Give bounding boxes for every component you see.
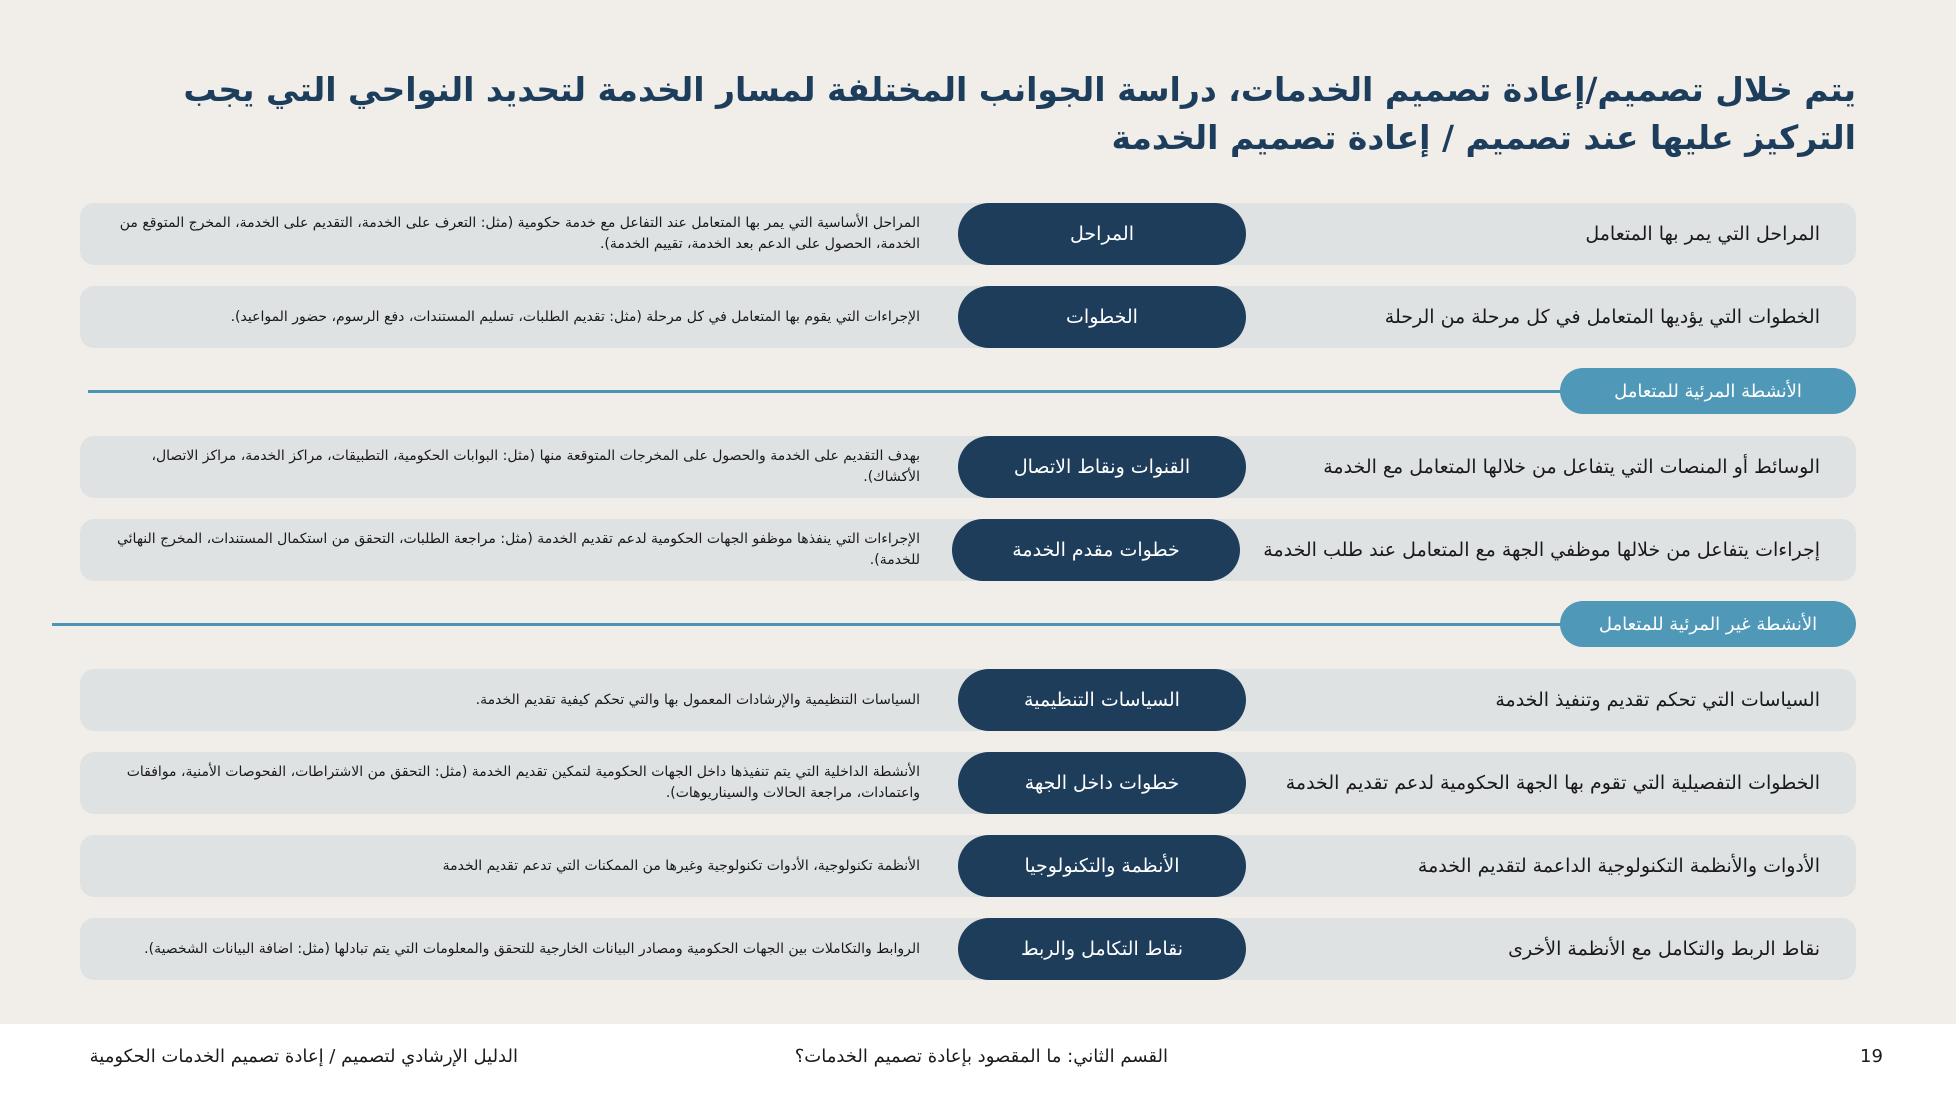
row-pill: نقاط التكامل والربط [958, 918, 1246, 980]
row-label: إجراءات يتفاعل من خلالها موظفي الجهة مع المتعامل عند طلب الخدمة [1263, 539, 1820, 561]
row-integration [80, 918, 1856, 980]
section-divider [52, 623, 1568, 626]
page-title: يتم خلال تصميم/إعادة تصميم الخدمات، دراسة الجوانب المختلفة لمسار الخدمة لتحديد النواحي التي يجب التركيز عليها عند تصميم / إعادة تصميم الخدمة [183, 70, 1856, 157]
row-label: الخطوات التفصيلية التي تقوم بها الجهة الحكومية لدعم تقديم الخدمة [1285, 772, 1820, 794]
row-policies [80, 669, 1856, 731]
row-label: المراحل التي يمر بها المتعامل [1585, 223, 1820, 245]
row-label: السياسات التي تحكم تقديم وتنفيذ الخدمة [1495, 689, 1820, 711]
row-systems [80, 835, 1856, 897]
page-number: 19 [1860, 1046, 1883, 1067]
section-divider [88, 390, 1568, 393]
row-description: الأنظمة تكنولوجية، الأدوات تكنولوجية وغيرها من الممكنات التي تدعم تقديم الخدمة [442, 857, 920, 874]
row-pill: السياسات التنظيمية [958, 669, 1246, 731]
row-label: الخطوات التي يؤديها المتعامل في كل مرحلة من الرحلة [1384, 306, 1820, 328]
row-pill: الأنظمة والتكنولوجيا [958, 835, 1246, 897]
row-pill: خطوات مقدم الخدمة [952, 519, 1240, 581]
row-description: الروابط والتكاملات بين الجهات الحكومية ومصادر البيانات الخارجية للتحقق والمعلومات التي يتم تبادلها (مثل: اضافة البيانات الشخصية). [144, 940, 920, 957]
row-description: الأنشطة الداخلية التي يتم تنفيذها داخل الجهات الحكومية لتمكين تقديم الخدمة (مثل: التحقق من الاشتراطات، الفحوصات الأمنية، موافقات واعتمادات، مراجعة الحالات والسيناريوهات). [126, 764, 920, 801]
row-internal-steps [80, 752, 1856, 814]
row-pill: خطوات داخل الجهة [958, 752, 1246, 814]
row-label: الوسائط أو المنصات التي يتفاعل من خلالها المتعامل مع الخدمة [1323, 456, 1820, 478]
section-pill-visible: الأنشطة المرئية للمتعامل [1560, 368, 1856, 414]
row-stages [80, 203, 1856, 265]
row-label: نقاط الربط والتكامل مع الأنظمة الأخرى [1508, 938, 1820, 960]
row-description: السياسات التنظيمية والإرشادات المعمول بها والتي تحكم كيفية تقديم الخدمة. [475, 691, 920, 708]
footer-section-title: القسم الثاني: ما المقصود بإعادة تصميم الخدمات؟ [794, 1046, 1168, 1067]
row-pill: القنوات ونقاط الاتصال [958, 436, 1246, 498]
row-steps [80, 286, 1856, 348]
row-description: الإجراءات التي ينفذها موظفو الجهات الحكومية لدعم تقديم الخدمة (مثل: مراجعة الطلبات، التحقق من استكمال المستندات، المخرج النهائي للخدمة). [116, 531, 920, 568]
footer [0, 1024, 1956, 1100]
row-label: الأدوات والأنظمة التكنولوجية الداعمة لتقديم الخدمة [1417, 855, 1820, 877]
footer-guide-title: الدليل الإرشادي لتصميم / إعادة تصميم الخدمات الحكومية [89, 1046, 518, 1067]
row-provider-steps [80, 519, 1856, 581]
row-pill: المراحل [958, 203, 1246, 265]
row-description: بهدف التقديم على الخدمة والحصول على المخرجات المتوقعة منها (مثل: البوابات الحكومية، التطبيقات، مراكز الخدمة، مراكز الاتصال، الأكشاك). [151, 448, 920, 485]
row-description: المراحل الأساسية التي يمر بها المتعامل عند التفاعل مع خدمة حكومية (مثل: التعرف على الخدمة، التقديم على الخدمة، المخرج المتوقع من الخدمة، الحصول على الدعم بعد الخدمة، تقييم الخدمة). [119, 215, 920, 252]
row-pill: الخطوات [958, 286, 1246, 348]
section-pill-invisible: الأنشطة غير المرئية للمتعامل [1560, 601, 1856, 647]
row-description: الإجراءات التي يقوم بها المتعامل في كل مرحلة (مثل: تقديم الطلبات، تسليم المستندات، دفع الرسوم، حضور المواعيد). [230, 308, 920, 325]
row-channels [80, 436, 1856, 498]
